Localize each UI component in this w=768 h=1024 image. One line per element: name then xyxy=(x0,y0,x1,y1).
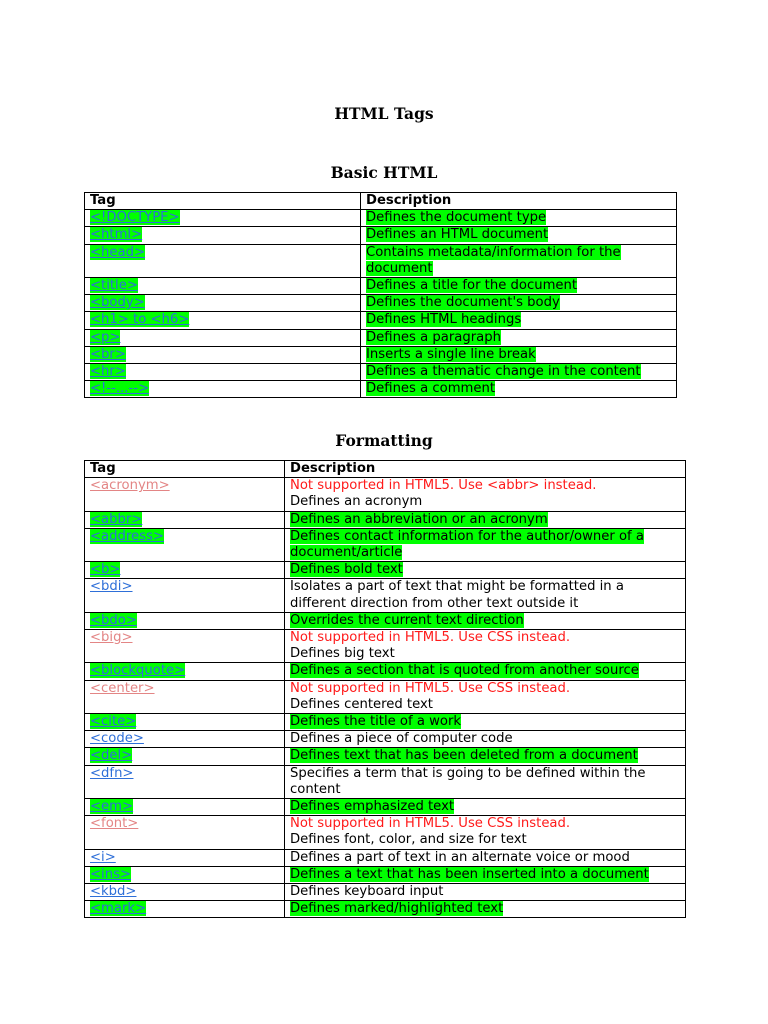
tag-link[interactable]: <body> xyxy=(90,295,145,311)
tag-description: Isolates a part of text that might be formatted in a different direction from other text outside it xyxy=(290,579,624,611)
tag-link[interactable]: <kbd> xyxy=(90,884,137,900)
tag-description: Contains metadata/information for the document xyxy=(366,244,621,276)
tag-cell xyxy=(85,663,285,680)
table-row xyxy=(85,884,686,901)
description-cell xyxy=(361,364,677,381)
tag-description: Defines a paragraph xyxy=(366,329,501,345)
tag-cell xyxy=(85,562,285,579)
table-row xyxy=(85,630,686,663)
table-row xyxy=(85,278,677,295)
tag-link[interactable]: <code> xyxy=(90,731,144,747)
tag-description: Defines an acronym xyxy=(290,494,423,510)
table-row xyxy=(85,528,686,561)
tag-description: Defines a text that has been inserted into a document xyxy=(290,866,649,882)
basic-html-table-body xyxy=(85,210,677,398)
description-cell xyxy=(361,278,677,295)
tag-cell xyxy=(85,227,361,244)
section-heading-formatting: Formatting xyxy=(335,431,433,450)
table-row xyxy=(85,478,686,511)
tag-link[interactable]: <br> xyxy=(90,346,126,362)
tag-link[interactable]: <dfn> xyxy=(90,765,134,781)
table-header-row xyxy=(85,193,677,210)
tag-description: Defines the document type xyxy=(366,210,547,226)
tag-link[interactable]: <!--...--> xyxy=(90,381,149,397)
tag-link[interactable]: <!DOCTYPE> xyxy=(90,210,180,226)
tag-description: Defines the title of a work xyxy=(290,714,462,730)
description-cell xyxy=(361,312,677,329)
tag-link[interactable]: <b> xyxy=(90,562,121,578)
description-cell xyxy=(361,381,677,398)
deprecation-warning: Not supported in HTML5. Use CSS instead. xyxy=(290,816,571,832)
table-row xyxy=(85,227,677,244)
description-cell xyxy=(285,478,686,511)
page-title: HTML Tags xyxy=(334,104,434,123)
tag-link[interactable]: <ins> xyxy=(90,866,131,882)
tag-cell xyxy=(85,816,285,849)
tag-cell xyxy=(85,364,361,381)
tag-cell xyxy=(85,381,361,398)
tag-description: Defines font, color, and size for text xyxy=(290,832,527,848)
tag-cell xyxy=(85,511,285,528)
column-header-tag: Tag xyxy=(85,461,285,478)
deprecation-warning: Not supported in HTML5. Use <abbr> instead. xyxy=(290,478,597,494)
tag-cell xyxy=(85,295,361,312)
tag-description: Overrides the current text direction xyxy=(290,612,524,628)
description-cell xyxy=(285,663,686,680)
tag-cell xyxy=(85,346,361,363)
tag-description: Defines a section that is quoted from another source xyxy=(290,663,639,679)
description-cell xyxy=(285,765,686,798)
table-row xyxy=(85,364,677,381)
table-row xyxy=(85,849,686,866)
tag-cell xyxy=(85,312,361,329)
tag-link[interactable]: <abbr> xyxy=(90,511,143,527)
table-row xyxy=(85,901,686,918)
description-cell xyxy=(285,511,686,528)
tag-link[interactable]: <blockquote> xyxy=(90,663,186,679)
description-cell xyxy=(285,612,686,629)
description-cell xyxy=(285,579,686,612)
description-cell xyxy=(361,244,677,277)
tag-description: Defines marked/highlighted text xyxy=(290,901,504,917)
tag-link[interactable]: <html> xyxy=(90,227,143,243)
basic-html-table xyxy=(84,192,677,398)
description-cell xyxy=(285,816,686,849)
tag-cell xyxy=(85,901,285,918)
table-row xyxy=(85,866,686,883)
description-cell xyxy=(361,295,677,312)
description-cell xyxy=(361,210,677,227)
tag-cell xyxy=(85,765,285,798)
table-row xyxy=(85,381,677,398)
tag-description: Defines a title for the document xyxy=(366,278,578,294)
tag-link[interactable]: <acronym> xyxy=(90,478,170,494)
section-heading-basic-html: Basic HTML xyxy=(330,163,438,182)
tag-link[interactable]: <mark> xyxy=(90,901,147,917)
table-row xyxy=(85,295,677,312)
tag-link[interactable]: <font> xyxy=(90,816,139,832)
description-cell xyxy=(361,346,677,363)
tag-link[interactable]: <big> xyxy=(90,630,133,646)
tag-cell xyxy=(85,680,285,713)
tag-link[interactable]: <center> xyxy=(90,680,155,696)
table-row xyxy=(85,329,677,346)
tag-link[interactable]: <del> xyxy=(90,748,133,764)
tag-cell xyxy=(85,731,285,748)
tag-description: Defines an HTML document xyxy=(366,227,549,243)
tag-description: Defines the document's body xyxy=(366,295,560,311)
tag-cell xyxy=(85,244,361,277)
tag-description: Specifies a term that is going to be defined within the content xyxy=(290,765,646,797)
table-row xyxy=(85,612,686,629)
description-cell xyxy=(285,630,686,663)
tag-cell xyxy=(85,714,285,731)
table-row xyxy=(85,210,677,227)
tag-description: Defines a comment xyxy=(366,381,496,397)
description-cell xyxy=(285,849,686,866)
tag-link[interactable]: <p> xyxy=(90,329,121,345)
tag-cell xyxy=(85,884,285,901)
tag-cell xyxy=(85,278,361,295)
column-header-tag: Tag xyxy=(85,193,361,210)
table-row xyxy=(85,312,677,329)
tag-cell xyxy=(85,329,361,346)
tag-link[interactable]: <head> xyxy=(90,244,146,260)
tag-description: Defines text that has been deleted from a document xyxy=(290,748,638,764)
tag-description: Defines centered text xyxy=(290,696,433,712)
table-row xyxy=(85,511,686,528)
description-cell xyxy=(285,866,686,883)
table-row xyxy=(85,765,686,798)
table-row xyxy=(85,562,686,579)
table-row xyxy=(85,748,686,765)
description-cell xyxy=(285,799,686,816)
column-header-description: Description xyxy=(361,193,677,210)
table-row xyxy=(85,346,677,363)
description-cell xyxy=(285,528,686,561)
deprecation-warning: Not supported in HTML5. Use CSS instead. xyxy=(290,630,571,646)
table-row xyxy=(85,680,686,713)
tag-description: Defines bold text xyxy=(290,562,403,578)
tag-cell xyxy=(85,849,285,866)
tag-description: Defines contact information for the author/owner of a document/article xyxy=(290,528,644,561)
tag-link[interactable]: <i> xyxy=(90,849,116,865)
tag-description: Defines an abbreviation or an acronym xyxy=(290,511,548,527)
table-row xyxy=(85,799,686,816)
tag-cell xyxy=(85,866,285,883)
table-row xyxy=(85,663,686,680)
table-row xyxy=(85,731,686,748)
description-cell xyxy=(285,748,686,765)
tag-link[interactable]: <hr> xyxy=(90,364,126,380)
tag-link[interactable]: <title> xyxy=(90,278,138,294)
tag-description: Defines a piece of computer code xyxy=(290,731,513,747)
tag-link[interactable]: <h1> to <h6> xyxy=(90,312,190,328)
tag-description: Defines emphasized text xyxy=(290,799,455,815)
tag-cell xyxy=(85,799,285,816)
table-row xyxy=(85,714,686,731)
tag-description: Defines a part of text in an alternate voice or mood xyxy=(290,849,630,865)
tag-cell xyxy=(85,630,285,663)
table-header-row xyxy=(85,461,686,478)
tag-link[interactable]: <address> xyxy=(90,528,164,544)
deprecation-warning: Not supported in HTML5. Use CSS instead. xyxy=(290,680,571,696)
tag-description: Defines keyboard input xyxy=(290,884,444,900)
tag-cell xyxy=(85,579,285,612)
tag-cell xyxy=(85,478,285,511)
tag-cell xyxy=(85,210,361,227)
description-cell xyxy=(285,562,686,579)
description-cell xyxy=(285,731,686,748)
description-cell xyxy=(285,714,686,731)
tag-link[interactable]: <em> xyxy=(90,799,134,815)
table-row xyxy=(85,816,686,849)
tag-link[interactable]: <cite> xyxy=(90,714,137,730)
description-cell xyxy=(361,227,677,244)
formatting-table-body xyxy=(85,478,686,918)
tag-link[interactable]: <bdo> xyxy=(90,612,137,628)
tag-description: Defines a thematic change in the content xyxy=(366,364,641,380)
tag-description: Inserts a single line break xyxy=(366,346,536,362)
description-cell xyxy=(285,680,686,713)
description-cell xyxy=(285,901,686,918)
tag-description: Defines HTML headings xyxy=(366,312,522,328)
tag-description: Defines big text xyxy=(290,646,395,662)
tag-cell xyxy=(85,748,285,765)
tag-cell xyxy=(85,528,285,561)
description-cell xyxy=(285,884,686,901)
table-row xyxy=(85,579,686,612)
table-row xyxy=(85,244,677,277)
tag-link[interactable]: <bdi> xyxy=(90,579,133,595)
column-header-description: Description xyxy=(285,461,686,478)
tag-cell xyxy=(85,612,285,629)
description-cell xyxy=(361,329,677,346)
formatting-table xyxy=(84,460,686,918)
